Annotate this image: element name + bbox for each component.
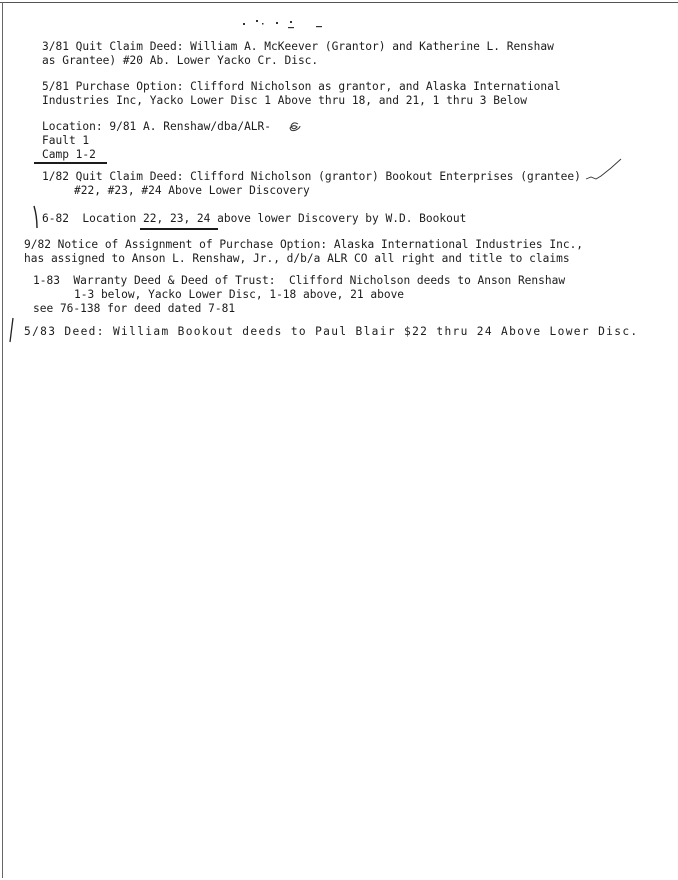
handwritten-underline [140,228,218,230]
entry-location-9-81: Location: 9/81 A. Renshaw/dba/ALR- [42,120,272,133]
scan-speck [243,23,245,25]
entry-quit-claim-1-82: 1/82 Quit Claim Deed: Clifford Nicholson (grantor) Bookout Enterprises (grantee) [42,170,581,183]
entry-location-6-82: 6-82 Location 22, 23, 24 above lower Discovery by W.D. Bookout [42,212,467,225]
scan-speck [256,20,258,22]
margin-mark [34,206,37,228]
handwritten-underline [34,162,107,164]
scan-speck [290,21,292,23]
entry-camp: Camp 1-2 [42,148,96,161]
entry-assignment-9-82-cont: has assigned to Anson L. Renshaw, Jr., d/b/a ALR CO all right and title to claims [24,252,570,265]
handwritten-scribble [290,123,300,131]
entry-purchase-option-5-81: 5/81 Purchase Option: Clifford Nicholson as grantor, and Alaska International [42,80,561,93]
entry-quit-claim-3-81-cont: as Grantee) #20 Ab. Lower Yacko Cr. Disc. [42,54,319,67]
handwritten-tick [586,159,621,179]
entry-fault: Fault 1 [42,134,90,147]
margin-bar [10,318,13,342]
scan-speck [262,23,264,25]
entry-quit-claim-3-81: 3/81 Quit Claim Deed: William A. McKeever (Grantor) and Katherine L. Renshaw [42,40,554,53]
scan-speck [288,27,294,28]
entry-purchase-option-5-81-cont: Industries Inc, Yacko Lower Disc 1 Above thru 18, and 21, 1 thru 3 Below [42,94,527,107]
scan-speck [316,26,322,27]
entry-assignment-9-82: 9/82 Notice of Assignment of Purchase Option: Alaska International Industries Inc., [24,238,584,251]
entry-quit-claim-1-82-cont: #22, #23, #24 Above Lower Discovery [74,184,310,197]
entry-deed-reference: see 76-138 for deed dated 7-81 [33,302,236,315]
entry-warranty-deed-1-83-cont: 1-3 below, Yacko Lower Disc, 1-18 above, 21 above [74,288,405,301]
entry-warranty-deed-1-83: 1-83 Warranty Deed & Deed of Trust: Clifford Nicholson deeds to Anson Renshaw [33,274,566,287]
scan-speck [276,22,278,24]
entry-deed-5-83: 5/83 Deed: William Bookout deeds to Paul Blair $22 thru 24 Above Lower Disc. [24,325,639,338]
